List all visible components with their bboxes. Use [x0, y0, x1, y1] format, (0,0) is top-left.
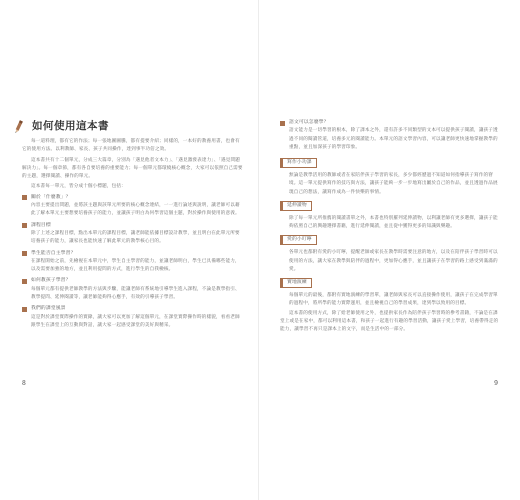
intro-paragraph-1: 每一道料理，都有它的作法；每一張地圖圖騰，都有提要介紹；同樣的，一本好的教養用書，也會有它的使用方法。以利教師、家長、孩子共同操作，達到事半功倍之效。 — [22, 139, 240, 153]
intro-paragraph-3: 這本書每一單元，皆分成十個小標題，包括： — [31, 184, 126, 190]
square-bullet-icon — [22, 279, 27, 284]
pencil-icon — [12, 119, 26, 133]
square-bullet-icon — [22, 223, 27, 228]
square-bullet-icon — [280, 121, 285, 126]
section-item — [22, 194, 244, 219]
section-body: 無論是教學活用的教師或者在家陪伴孩子學習的家長，多少都經歷過不知道如何指導孩子寫作的窘境。這一單元提供寫作的技巧與方法，讓孩子能夠一步一步地寫出屬於自己的作品，並且透過作品展現自己的想法，讓寫作成為一件快樂的事情。 — [289, 173, 498, 195]
section-label: 實地演練 — [283, 278, 312, 288]
section-item — [22, 222, 244, 247]
boxed-section — [280, 198, 502, 231]
section-label: 寫作小功課 — [283, 158, 317, 168]
page-number-right: 9 — [494, 380, 498, 387]
right-column — [280, 118, 502, 337]
section-body: 每個單元都有提供老師教學的方法與步驟，能讓老師有系統地引導學生進入課程，不論是教學指引、教學提問、延伸閱讀等，讓老師能夠得心應手，有效的引導孩子學習。 — [31, 286, 240, 301]
section-body: 語文能力是一切學習的根本，除了課本之外，還有許多不同類型的文本可以提供孩子閱讀，讓孩子透過不同的閱讀管道，培養多元的閱讀能力。本單元的語文學習內容，可以讓老師更快速地掌握教學的重點，並且加深孩子的學習印象。 — [289, 128, 498, 150]
section-body: 除了上述之課程目標，點出本單元的課程目標，讓老師能依據目標設計教學，並且明白在此單元所要培養孩子的能力，讓家長也能快速了解此單元的教學核心目的。 — [31, 230, 240, 245]
section-label: 愛的小叮嚀 — [283, 235, 317, 245]
gutter-divider — [258, 0, 259, 500]
section-heading: 語文可以怎麼學？ — [289, 120, 329, 125]
section-body: 在課程開始之前，先檢視在本單元中，學生自主學習的能力，並讓老師明白，學生已具備哪些能力，以及需要加強的地方，並且利用提問的方式，進行學生的自我檢核。 — [31, 258, 240, 273]
section-body: 每個單元的最後，都附有實地演練的學習單，讓老師與家長可以直接操作使用，讓孩子在完成學習單的過程中，將所學的能力實際運用，並且檢視自己的學習成果，達到學以致用的目標。 — [289, 293, 498, 307]
page-number-left: 8 — [22, 380, 26, 387]
square-bullet-icon — [22, 251, 27, 256]
section-label: 延伸讀物 — [283, 201, 312, 211]
closing-paragraph: 這本書的使用方式，除了給老師使用之外，也提供家長作為陪伴孩子學習時的參考書籍，不論是在課堂上或是在家中，都可以利用這本書，和孩子一起進行有趣的學習活動，讓孩子愛上學習，培養帶得走的能力，讓學習不再只是課本上的文字，而是生活中的一部分。 — [280, 310, 499, 333]
section-body: 這是對於課堂實際操作的實錄，讓大家可以更加了解這個單元，在課堂實際操作時的樣貌，看看老師跟學生在課堂上的互動與對話，讓大家一起感受課堂的美好與精采。 — [31, 314, 240, 328]
section-heading: 關於「什麼教」？ — [31, 194, 71, 200]
page-title: 如何使用這本書 — [32, 120, 109, 132]
section-body: 內容主要提出問題，並將該主題與該單元所要的核心概念連結，一一進行論述與說明，讓老師可以藉此了解本單元主要想要培養孩子的能力，並讓孩子明白為何學習這個主題，對於操作與使用的意義。 — [31, 203, 240, 217]
section-item — [22, 277, 244, 302]
square-bullet-icon — [22, 195, 27, 200]
left-column — [22, 138, 244, 333]
section-item — [280, 119, 502, 152]
section-item — [22, 305, 244, 330]
boxed-section — [280, 232, 502, 274]
section-heading: 學生能否自主學習？ — [31, 250, 76, 256]
boxed-section — [280, 275, 502, 308]
section-body: 除了每一單元所推薦的閱讀書單之外，本書也特別羅列延伸讀物，以利讓老師有更多選擇，讓孩子能夠依照自己的興趣選擇書籍，進行延伸閱讀，並且從中獲得更多的知識與樂趣。 — [289, 215, 498, 230]
title-row — [12, 118, 109, 133]
section-item — [22, 250, 244, 275]
square-bullet-icon — [22, 307, 27, 312]
section-heading: 我們的課堂風景 — [31, 306, 66, 312]
section-heading: 課程目標 — [31, 222, 51, 228]
section-heading: 如何教孩子學習？ — [31, 278, 71, 284]
left-page — [0, 0, 258, 500]
section-body: 各單元也都附有愛的小叮嚀，提醒老師或家長在教學時需要注意的地方，以及在陪伴孩子學習時可以使用的方法，讓大家在教學與陪伴的過程中，更加得心應手，並且讓孩子在學習的路上感受到滿滿的愛。 — [289, 250, 498, 272]
intro-paragraph-2: 這本書共有十二個單元，分成三大篇章，分別為「遇見他者文本力」、「遇見激發表達力」、「遇見問題解決力」。每一個章節，都有各自要培養的重要能力；每一個單元都環繞核心概念，大家可以依照自己需要的主題，選擇閱讀、操作的單元。 — [22, 157, 243, 180]
right-page — [262, 0, 520, 500]
boxed-section — [280, 155, 502, 197]
